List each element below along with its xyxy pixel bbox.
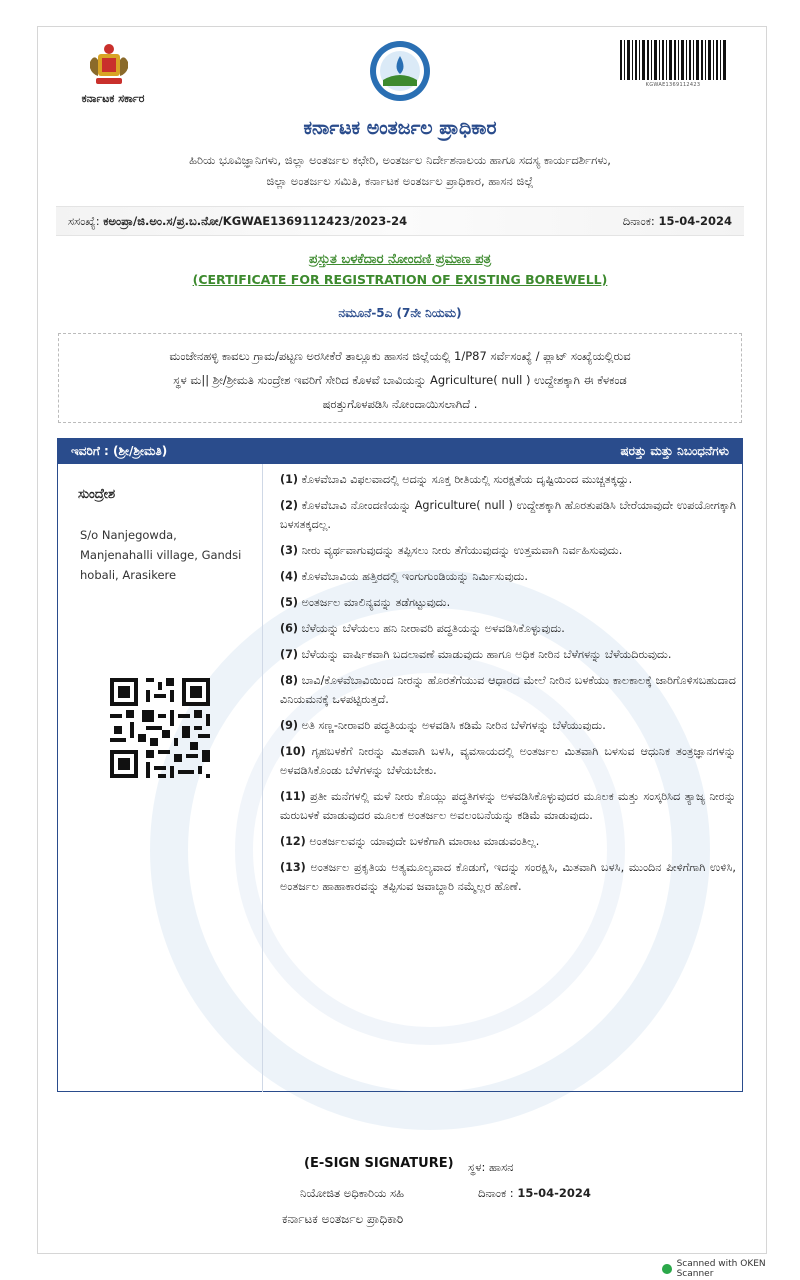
certificate-title-english: (CERTIFICATE FOR REGISTRATION OF EXISTING BOREWELL) [192,272,608,287]
authority-seal-icon [369,40,431,102]
signature-date [478,1186,591,1201]
certificate-title-kannada: ಪ್ರಸ್ತುತ ಬಳಕೆದಾರ ನೋಂದಣಿ ಪ್ರಮಾಣ ಪತ್ರ [308,252,492,267]
term-item: (5) ಅಂತರ್ಜಲ ಮಾಲಿನ್ಯವನ್ನು ತಡೆಗಟ್ಟುವುದು. [280,596,451,609]
org-title: ಕರ್ನಾಟಕ ಅಂತರ್ಜಲ ಪ್ರಾಧಿಕಾರ [303,117,497,139]
term-item: (4) ಕೊಳವೆಬಾವಿಯ ಹತ್ತಿರದಲ್ಲಿ ಇಂಗುಗುಂಡಿಯನ್ನು ನಿರ್ಮಿಸುವುದು. [280,570,528,583]
description-line1: ಮಂಜೇನಹಳ್ಳಿ ಕಾವಲು ಗ್ರಾಮ/ಪಟ್ಟಣ ಅರಸೀಕೆರೆ ತಾಲ್ಲೂಕು ಹಾಸನ ಜಿಲ್ಲೆಯಲ್ಲಿ 1/P87 ಸರ್ವೆಸಂಖ್ಯೆ / ಪ್ಲಾಟ್ ಸಂಖ್ಯೆಯಲ್ಲಿರುವ [169,349,631,363]
term-item: (1) ಕೊಳವೆಬಾವಿ ವಿಫಲವಾದಲ್ಲಿ ಅದನ್ನು ಸೂಕ್ತ ರೀತಿಯಲ್ಲಿ ಸುರಕ್ಷತೆಯ ದೃಷ್ಟಿಯಿಂದ ಮುಚ್ಚತಕ್ಕದ್ದು. [280,473,633,486]
holder-address [80,525,250,585]
barcode-icon [618,40,728,80]
scanner-watermark [662,1259,800,1279]
holder-address-line3: hobali, Arasikere [80,568,177,582]
form-number: ನಮೂನೆ-5ಎ (7ನೇ ನಿಯಮ) [338,306,462,320]
term-item: (9) ಅತಿ ಸಣ್ಣ-ನೀರಾವರಿ ಪದ್ಧತಿಯನ್ನು ಅಳವಡಿಸಿ ಕಡಿಮೆ ನೀರಿನ ಬೆಳೆಗಳನ್ನು ಬೆಳೆಯುವುದು. [280,719,606,732]
term-item: (10) ಗೃಹಬಳಕೆಗೆ ನೀರನ್ನು ಮಿತವಾಗಿ ಬಳಸಿ, ವ್ಯವಸಾಯದಲ್ಲಿ ಅಂತರ್ಜಲ ಮಿತವಾಗಿ ಬಳಸುವ ಆಧುನಿಕ ತಂತ್ರಜ್ಞಾನಗಳನ್ನು ಅಳವಡಿಸಿಕೊಂಡು ಬೆಳೆಗಳನ್ನು ಬೆಳೆಯಬೇಕು. [280,745,736,777]
description-line3: ಷರತ್ತುಗೊಳಪಡಿಸಿ ನೋಂದಾಯಿಸಲಾಗಿದೆ . [322,397,478,411]
scanner-logo-icon [662,1264,672,1274]
term-item: (6) ಬೆಳೆಯನ್ನು ಬೆಳೆಯಲು ಹನಿ ನೀರಾವರಿ ಪದ್ಧತಿಯನ್ನು ಅಳವಡಿಸಿಕೊಳ್ಳುವುದು. [280,622,565,635]
term-item: (8) ಬಾವಿ/ಕೊಳವೆಬಾವಿಯಿಂದ ನೀರನ್ನು ಹೊರತೆಗೆಯುವ ಆಧಾರದ ಮೇಲೆ ನೀರಿನ ಬಳಕೆಯು ಕಾಲಕಾಲಕ್ಕೆ ಜಾರಿಗೊಳಿಸಬಹುದಾದ ವಿನಿಯಮನಕ್ಕೆ ಒಳಪಟ್ಟಿರುತ್ತದೆ. [280,674,736,706]
e-sign-signature: (E-SIGN SIGNATURE) [304,1156,454,1171]
terms-list [280,470,736,903]
scanner-text: Scanned with OKEN Scanner [676,1259,766,1279]
holder-name: ಸುಂದ್ರೇಶ [78,487,116,502]
description-line2: ಸ್ಥಳ ಮ|| ಶ್ರೀ/ಶ್ರೀಮತಿ ಸುಂದ್ರೇಶ ಇವರಿಗೆ ಸೇರಿದ ಕೊಳವೆ ಬಾವಿಯನ್ನು Agriculture( null ) ಉದ್ದೇಶಕ್ಕಾಗಿ ಈ ಕೆಳಕಂಡ [173,373,627,387]
column-divider [262,464,263,1092]
term-item: (12) ಅಂತರ್ಜಲವನ್ನು ಯಾವುದೇ ಬಳಕೆಗಾಗಿ ಮಾರಾಟ ಮಾಡುವಂತಿಲ್ಲ. [280,835,540,848]
signature-place: ಸ್ಥಳ: ಹಾಸನ [468,1160,514,1174]
term-item: (2) ಕೊಳವೆಬಾವಿ ನೋಂದಣಿಯನ್ನು Agriculture( null ) ಉದ್ದೇಶಕ್ಕಾಗಿ ಹೊರತುಪಡಿಸಿ ಬೇರೆಯಾವುದೇ ಉಪಯೋಗಕ್ಕಾಗಿ ಬಳಸತಕ್ಕದಲ್ಲ. [280,499,736,531]
holder-column-header: ಇವರಿಗೆ : (ಶ್ರೀ/ಶ್ರೀಮತಿ) [71,443,168,458]
qr-code-icon [110,678,210,778]
signature-date-value: 15-04-2024 [517,1186,591,1200]
signature-organization: ಕರ್ನಾಟಕ ಅಂತರ್ಜಲ ಪ್ರಾಧಿಕಾರಿ [282,1212,404,1226]
date-label: ದಿನಾಂಕ: [622,213,655,228]
reference-date [623,214,732,229]
terms-column-header: ಷರತ್ತು ಮತ್ತು ನಿಬಂಧನೆಗಳು [620,443,729,458]
government-name: ಕರ್ನಾಟಕ ಸರ್ಕಾರ [81,92,145,105]
reference-number [68,214,407,229]
registration-description [58,333,742,423]
signing-officer: ನಿಯೋಜಿತ ಅಧಿಕಾರಿಯ ಸಹಿ [300,1186,405,1200]
karnataka-emblem-icon [84,40,134,90]
org-subtitle [70,150,730,192]
table-header [57,438,743,464]
org-subtitle-line2: ಜಿಲ್ಲಾ ಅಂತರ್ಜಲ ಸಮಿತಿ, ಕರ್ನಾಟಕ ಅಂತರ್ಜಲ ಪ್ರಾಧಿಕಾರ, ಹಾಸನ ಜಿಲ್ಲೆ [266,174,534,188]
holder-address-line1: S/o Nanjegowda, [80,528,177,542]
reference-value: ಕಅಂಪ್ರಾ/ಜಿ.ಅಂ.ಸ/ಪ್ರ.ಬ.ನೋ/KGWAE1369112423/2023-24 [103,213,408,228]
reference-band [56,206,744,236]
reference-label: ಸಸಂಖ್ಯೆ: [68,213,100,228]
term-item: (11) ಪ್ರತೀ ಮನೆಗಳಲ್ಲಿ ಮಳೆ ನೀರು ಕೊಯ್ಲು ಪದ್ಧತಿಗಳನ್ನು ಅಳವಡಿಸಿಕೊಳ್ಳುವುದರ ಮೂಲಕ ಮತ್ತು ಸಂಸ್ಕರಿಸಿದ ತ್ಯಾಜ್ಯ ನೀರನ್ನು ಮರುಬಳಕೆ ಮಾಡುವುದರ ಮೂಲಕ ಅಂತರ್ಜಲ ಅವಲಂಬನೆಯನ್ನು ಕಡಿಮೆ ಮಾಡುವುದು. [280,790,736,822]
term-item: (7) ಬೆಳೆಯನ್ನು ವಾರ್ಷಿಕವಾಗಿ ಬದಲಾವಣೆ ಮಾಡುವುದು ಹಾಗೂ ಅಧಿಕ ನೀರಿನ ಬೆಳೆಗಳನ್ನು ಬೆಳೆಯದಿರುವುದು. [280,648,672,661]
term-item: (3) ನೀರು ವ್ಯರ್ಥವಾಗುವುದನ್ನು ತಪ್ಪಿಸಲು ನೀರು ತೆಗೆಯುವುದನ್ನು ಉತ್ತಮವಾಗಿ ನಿರ್ವಹಿಸುವುದು. [280,544,623,557]
date-value: 15-04-2024 [658,213,732,228]
org-subtitle-line1: ಹಿರಿಯ ಭೂವಿಜ್ಞಾನಿಗಳು, ಜಿಲ್ಲಾ ಅಂತರ್ಜಲ ಕಛೇರಿ, ಅಂತರ್ಜಲ ನಿರ್ದೇಶನಾಲಯ ಹಾಗೂ ಸದಸ್ಯ ಕಾರ್ಯದರ್ಶಿಗಳು, [189,153,611,167]
barcode-text: KGWAE1369112423 [645,82,701,88]
signature-date-label: ದಿನಾಂಕ : [478,1186,514,1200]
term-item: (13) ಅಂತರ್ಜಲ ಪ್ರಕೃತಿಯ ಅತ್ಯಮೂಲ್ಯವಾದ ಕೊಡುಗೆ, ಇದನ್ನು ಸಂರಕ್ಷಿಸಿ, ಮಿತವಾಗಿ ಬಳಸಿ, ಮುಂದಿನ ಪೀಳಿಗೆಗಾಗಿ ಉಳಿಸಿ, ಅಂತರ್ಜಲ ಹಾಹಾಕಾರವನ್ನು ತಪ್ಪಿಸುವ ಜವಾಬ್ದಾರಿ ನಮ್ಮೆಲ್ಲರ ಹೊಣೆ. [280,861,736,893]
holder-address-line2: Manjenahalli village, Gandsi [80,548,242,562]
